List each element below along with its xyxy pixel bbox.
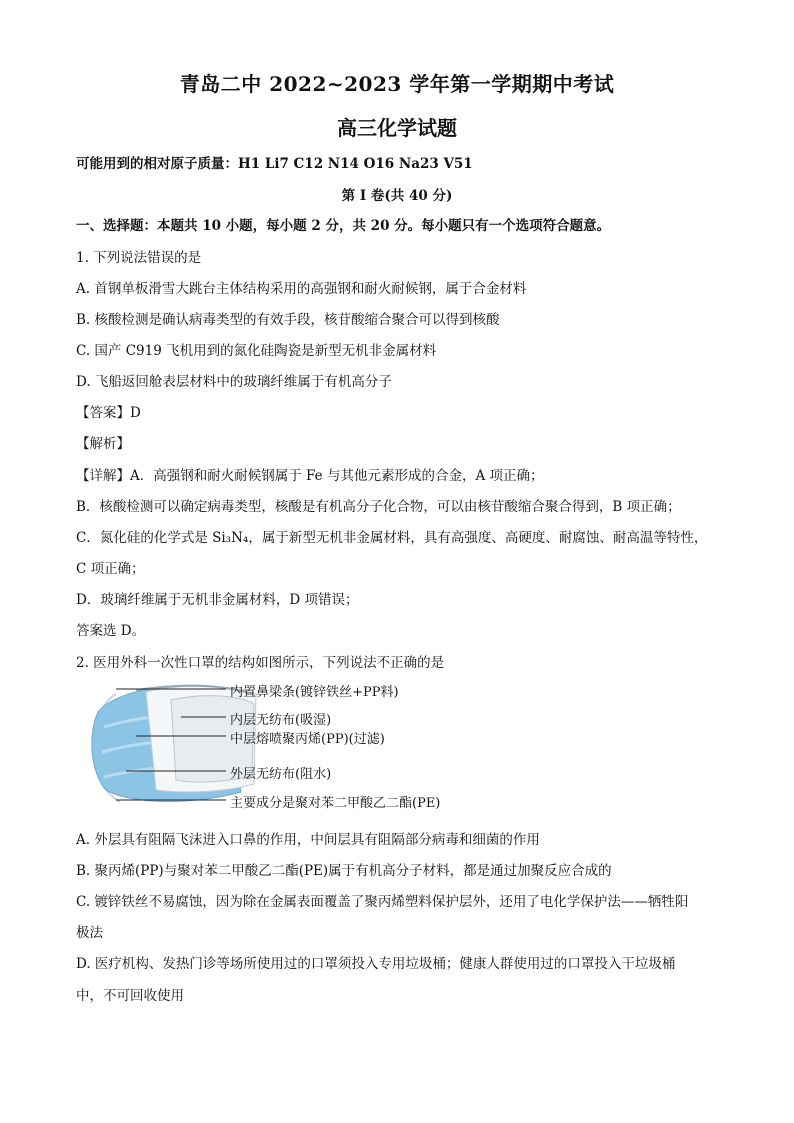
figure-label-middle-layer: 中层熔喷聚丙烯(PP)(过滤): [230, 732, 385, 747]
section-heading: 一、选择题：本题共 10 小题，每小题 2 分，共 20 分。每小题只有一个选项符合题意。: [76, 218, 611, 234]
q1-conclusion: 答案选 D。: [76, 623, 146, 639]
figure-label-outer-layer: 外层无纺布(阻水): [230, 767, 332, 782]
q2-stem: 2. 医用外科一次性口罩的结构如图所示，下列说法不正确的是: [76, 655, 445, 671]
q1-stem: 1. 下列说法错误的是: [76, 250, 202, 266]
mask-figure: [76, 672, 496, 822]
q1-detail-a: 【详解】A．高强钢和耐火耐候钢属于 Fe 与其他元素形成的合金，A 项正确；: [76, 468, 544, 484]
q1-detail-d: D．玻璃纤维属于无机非金属材料，D 项错误；: [76, 592, 359, 608]
q1-detail-c-cont: C 项正确；: [76, 561, 145, 577]
q1-option-b: B. 核酸检测是确认病毒类型的有效手段，核苷酸缩合聚合可以得到核酸: [76, 312, 500, 328]
q1-answer: 【答案】D: [76, 405, 141, 421]
q1-detail-b: B．核酸检测可以确定病毒类型，核酸是有机高分子化合物，可以由核苷酸缩合聚合得到，B 项正确；: [76, 499, 681, 515]
q2-option-b: B. 聚丙烯(PP)与聚对苯二甲酸乙二酯(PE)属于有机高分子材料，都是通过加聚反应合成的: [76, 863, 612, 879]
q1-analysis-label: 【解析】: [76, 436, 130, 452]
q2-option-c: C. 镀锌铁丝不易腐蚀，因为除在金属表面覆盖了聚丙烯塑料保护层外，还用了电化学保护法——牺牲阳: [76, 894, 689, 910]
figure-label-main-component: 主要成分是聚对苯二甲酸乙二酯(PE): [230, 796, 441, 811]
exam-subtitle: 高三化学试题: [337, 116, 457, 140]
volume-heading: 第 I 卷(共 40 分): [341, 188, 453, 204]
atomic-masses: 可能用到的相对原子质量：H1 Li7 C12 N14 O16 Na23 V51: [76, 156, 473, 172]
exam-title: 青岛二中 2022~2023 学年第一学期期中考试: [179, 72, 615, 96]
q1-option-d: D. 飞船返回舱表层材料中的玻璃纤维属于有机高分子: [76, 374, 392, 390]
figure-label-inner-layer: 内层无纺布(吸湿): [230, 713, 332, 728]
q2-option-c-cont: 极法: [76, 925, 103, 941]
q2-option-d-cont: 中，不可回收使用: [76, 988, 184, 1004]
q1-option-c: C. 国产 C919 飞机用到的氮化硅陶瓷是新型无机非金属材料: [76, 343, 437, 359]
q1-option-a: A. 首钢单板滑雪大跳台主体结构采用的高强钢和耐火耐候钢，属于合金材料: [76, 281, 527, 297]
q2-option-a: A. 外层具有阻隔飞沫进入口鼻的作用，中间层具有阻隔部分病毒和细菌的作用: [76, 832, 540, 848]
q1-detail-c: C．氮化硅的化学式是 Si₃N₄，属于新型无机非金属材料，具有高强度、高硬度、耐腐蚀、耐高温等特性，: [76, 530, 708, 546]
q2-option-d: D. 医疗机构、发热门诊等场所使用过的口罩须投入专用垃圾桶；健康人群使用过的口罩投入干垃圾桶: [76, 956, 676, 972]
figure-label-nose-strip: 内置鼻梁条(镀锌铁丝+PP料): [230, 685, 399, 700]
